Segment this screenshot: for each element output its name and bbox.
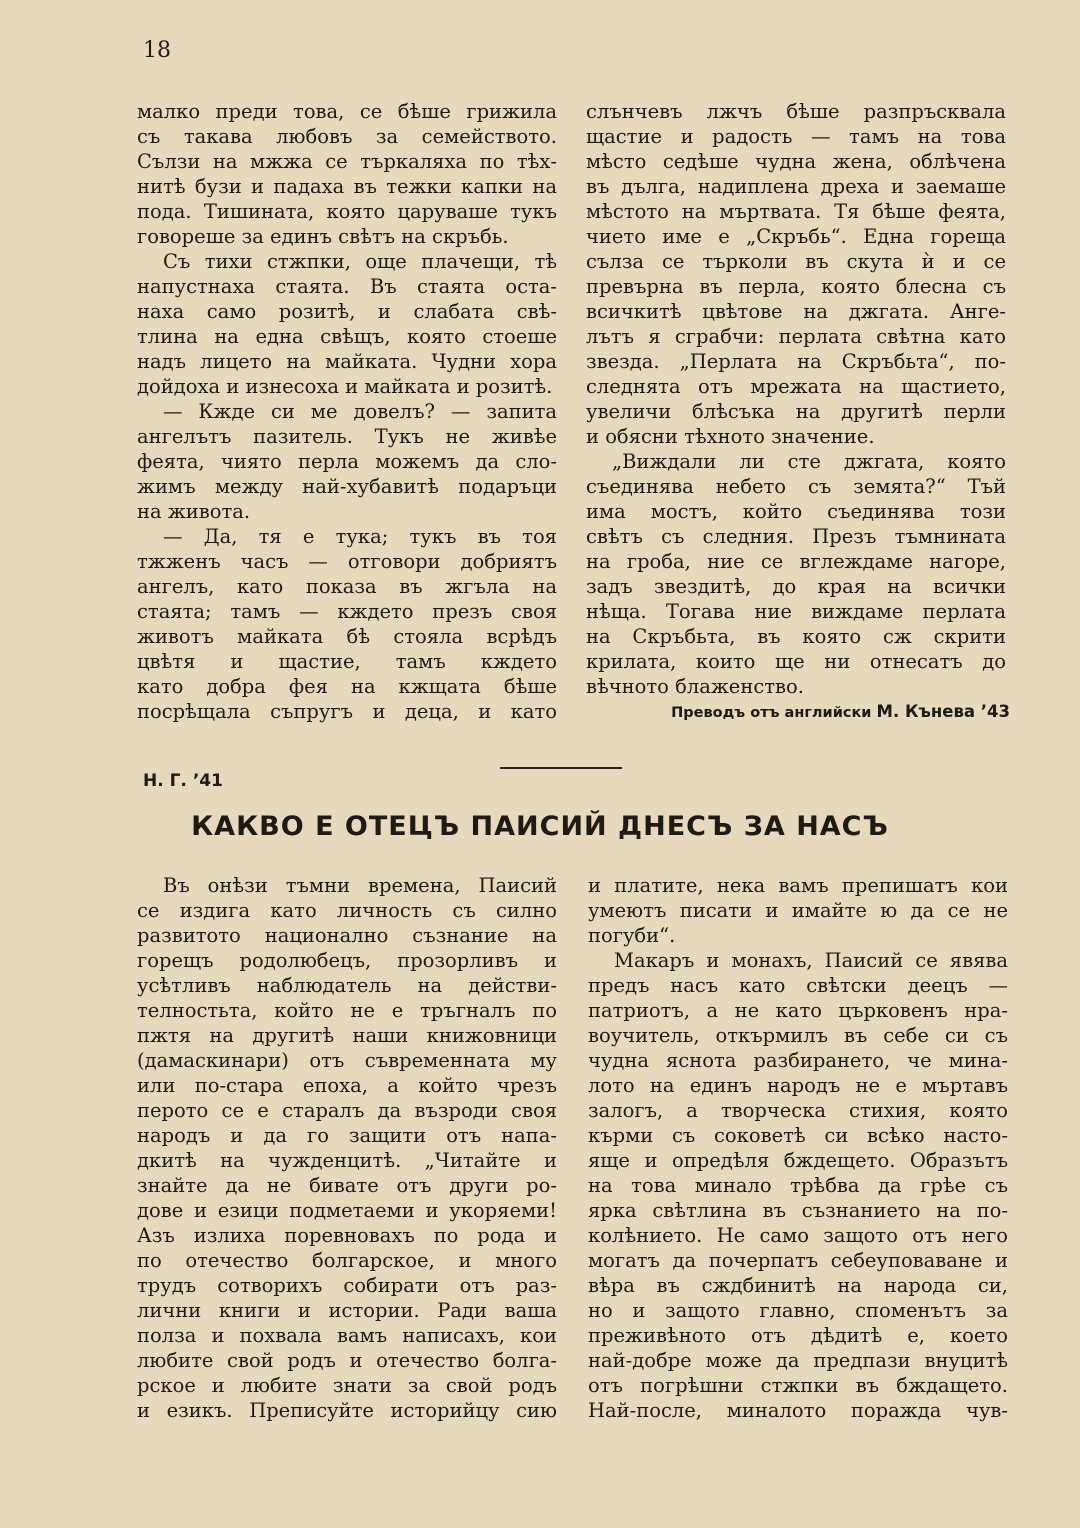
text-line: залогъ, а творческа стихия, която: [588, 1099, 1008, 1122]
text-line: лични книги и истории. Ради ваша: [137, 1299, 557, 1322]
text-line: горещъ родолюбецъ, прозорливъ и: [137, 949, 557, 972]
text-line: задъ звездитѣ, до края на всички: [586, 575, 1006, 598]
text-line: Азъ излиха поревновахъ по рода и: [137, 1224, 557, 1247]
text-line: посрѣщала съпругъ и деца, и като: [137, 700, 557, 723]
text-line: щастие и радость — тамъ на това: [586, 125, 1006, 148]
text-line: мѣсто седѣше чудна жена, облѣчена: [586, 150, 1006, 173]
article-column-right: [588, 873, 1008, 1423]
text-line: народъ и да го защити отъ напа-: [137, 1124, 557, 1147]
article-author: Н. Г. ’41: [143, 771, 223, 791]
text-line: на гроба, ние се вглеждаме нагоре,: [586, 550, 1006, 573]
story-column-right: [586, 99, 1006, 699]
text-line: нѣща. Тогава ние виждаме перлата: [586, 600, 1006, 623]
article-title: КАКВО Е ОТЕЦЪ ПАИСИЙ ДНЕСЪ ЗА НАСЪ: [191, 811, 889, 842]
text-line: напустнаха стаята. Въ стаята оста-: [137, 275, 557, 298]
text-line: перото се е старалъ да възроди своя: [137, 1099, 557, 1122]
text-line: Сълзи на мжжа се търкаляха по тѣх-: [137, 150, 557, 173]
text-line: дкитѣ на чужденцитѣ. „Читайте и: [137, 1149, 557, 1172]
text-line: ярка свѣтлина въ съзнанието на по-: [588, 1199, 1008, 1222]
text-line: като добра фея на кжщата бѣше: [137, 675, 557, 698]
text-line: отъ погрѣшни стжпки въ бждащето.: [588, 1374, 1008, 1397]
text-line: най-добре може да предпази внуцитѣ: [588, 1349, 1008, 1372]
text-line: яще и опредѣля бждещето. Образътъ: [588, 1149, 1008, 1172]
text-line: ангелъ, като показа въ жгъла на: [137, 575, 557, 598]
text-line: Най-после, миналото поражда чув-: [588, 1399, 1008, 1422]
text-line: сълза се търколи въ скута ѝ и се: [586, 250, 1006, 273]
text-line: погуби“.: [588, 924, 676, 947]
text-line: преживѣното отъ дѣдитѣ е, което: [588, 1324, 1008, 1347]
text-line: лото на единъ народъ не е мъртавъ: [588, 1074, 1008, 1097]
text-line: животъ майката бѣ стояла всрѣдъ: [137, 625, 557, 648]
text-line: слънчевъ лжчъ бѣше разпръсквала: [586, 100, 1006, 123]
text-line: чудна яснота разбирането, че мина-: [588, 1049, 1008, 1072]
text-line: усѣтливъ наблюдатель на действи-: [137, 974, 557, 997]
text-line: предъ насъ като свѣтски деецъ —: [588, 974, 1008, 997]
text-line: но и защото главно, споменътъ за: [588, 1299, 1008, 1322]
text-line: тжженъ часъ — отговори добриятъ: [137, 550, 557, 573]
text-line: — Да, тя е тука; тукъ въ тоя: [163, 525, 557, 548]
text-line: звезда. „Перлата на Скръбьта“, по-: [586, 350, 1006, 373]
text-line: любите свой родъ и отечество болга-: [137, 1349, 557, 1372]
text-line: пода. Тишината, която царуваше тукъ: [137, 200, 557, 223]
article-column-left: [137, 873, 557, 1423]
translator-credit: [671, 702, 1010, 721]
text-line: на това минало трѣбва да грѣе съ: [588, 1174, 1008, 1197]
page-number: 18: [143, 38, 171, 63]
text-line: на живота.: [137, 500, 251, 523]
text-line: говореше за единъ свѣтъ на скръбь.: [137, 225, 509, 248]
text-line: „Виждали ли сте джгата, която: [612, 450, 1006, 473]
text-line: патриотъ, а не като църковенъ нра-: [588, 999, 1008, 1022]
text-line: свѣтъ съ следния. Презъ тъмнината: [586, 525, 1006, 548]
text-line: съединява небето съ земята?“ Тъй: [586, 475, 1006, 498]
text-line: по отечество болгарское, и много: [137, 1249, 557, 1272]
text-line: малко преди това, се бѣше грижила: [137, 100, 557, 123]
text-line: вѣчното блаженство.: [586, 675, 804, 698]
text-line: стаята; тамъ — кждето презъ своя: [137, 600, 557, 623]
text-line: развитото национално съзнание на: [137, 924, 557, 947]
text-line: дойдоха и изнесоха и майката и розитѣ.: [137, 375, 553, 398]
text-line: на Скръбьта, въ която сж скрити: [586, 625, 1006, 648]
text-line: вѣра въ сждбинитѣ на народа си,: [588, 1274, 1008, 1297]
text-line: жимъ между най-хубавитѣ подаръци: [137, 475, 557, 498]
text-line: Въ онѣзи тъмни времена, Паисий: [163, 874, 557, 897]
text-line: колѣнието. Не само защото отъ него: [588, 1224, 1008, 1247]
text-line: полза и похвала вамъ написахъ, кои: [137, 1324, 557, 1347]
text-line: умеютъ писати и имайте ю да се не: [588, 899, 1008, 922]
text-line: нитѣ бузи и падаха въ тежки капки на: [137, 175, 557, 198]
text-line: могатъ да почерпатъ себеуповаване и: [588, 1249, 1008, 1272]
text-line: феята, чиято перла можемъ да сло-: [137, 450, 557, 473]
text-line: — Кжде си ме довелъ? — запита: [163, 400, 557, 423]
text-line: знайте да не бивате отъ други ро-: [137, 1174, 557, 1197]
text-line: увеличи блѣсъка на другитѣ перли: [586, 400, 1006, 423]
text-line: се издига като личность съ силно: [137, 899, 557, 922]
text-line: превърна въ перла, която блесна съ: [586, 275, 1006, 298]
text-line: трудъ сотворихъ собирати отъ раз-: [137, 1274, 557, 1297]
text-line: мѣстото на мъртвата. Тя бѣше феята,: [586, 200, 1006, 223]
section-divider: [500, 767, 622, 769]
text-line: наха само розитѣ, и слабата свѣ-: [137, 300, 557, 323]
text-line: надъ лицето на майката. Чудни хора: [137, 350, 557, 373]
text-line: Съ тихи стжпки, още плачещи, тѣ: [163, 250, 557, 273]
text-line: съ такава любовъ за семейството.: [137, 125, 557, 148]
text-line: лътъ я сграбчи: перлата свѣтна като: [586, 325, 1006, 348]
text-line: дове и езици подметаеми и укоряеми!: [137, 1199, 557, 1222]
text-line: ангелътъ пазитель. Тукъ не живѣе: [137, 425, 557, 448]
text-line: кърми съ соковетѣ си всѣко насто-: [588, 1124, 1008, 1147]
text-line: (дамаскинари) отъ съвременната му: [137, 1049, 557, 1072]
text-line: цвѣтя и щастие, тамъ кждето: [137, 650, 557, 673]
text-line: рское и любите знати за свой родъ: [137, 1374, 557, 1397]
text-line: телностьта, който не е тръгналъ по: [137, 999, 557, 1022]
text-line: воучитель, откърмилъ въ себе си съ: [588, 1024, 1008, 1047]
text-line: тлина на една свѣщъ, която стоеше: [137, 325, 557, 348]
text-line: пжтя на другитѣ наши книжовници: [137, 1024, 557, 1047]
translator-prefix: Преводъ отъ английски: [671, 705, 872, 721]
translator-name: М. Кънева ’43: [876, 702, 1010, 721]
text-line: има мостъ, който съединява този: [586, 500, 1006, 523]
text-line: чието име е „Скръбь“. Една гореща: [586, 225, 1006, 248]
text-line: крилата, които ще ни отнесатъ до: [586, 650, 1006, 673]
text-line: следнята отъ мрежата на щастието,: [586, 375, 1006, 398]
text-line: всичкитѣ цвѣтове на джгата. Анге-: [586, 300, 1006, 323]
story-column-left: [137, 99, 557, 724]
text-line: Макаръ и монахъ, Паисий се явява: [614, 949, 1008, 972]
text-line: въ дълга, надиплена дреха и заемаше: [586, 175, 1006, 198]
text-line: и обясни тѣхното значение.: [586, 425, 875, 448]
text-line: или по-стара епоха, а който чрезъ: [137, 1074, 557, 1097]
text-line: и платите, нека вамъ препишатъ кои: [588, 874, 1008, 897]
text-line: и езикъ. Преписуйте историйцу сию: [137, 1399, 557, 1422]
